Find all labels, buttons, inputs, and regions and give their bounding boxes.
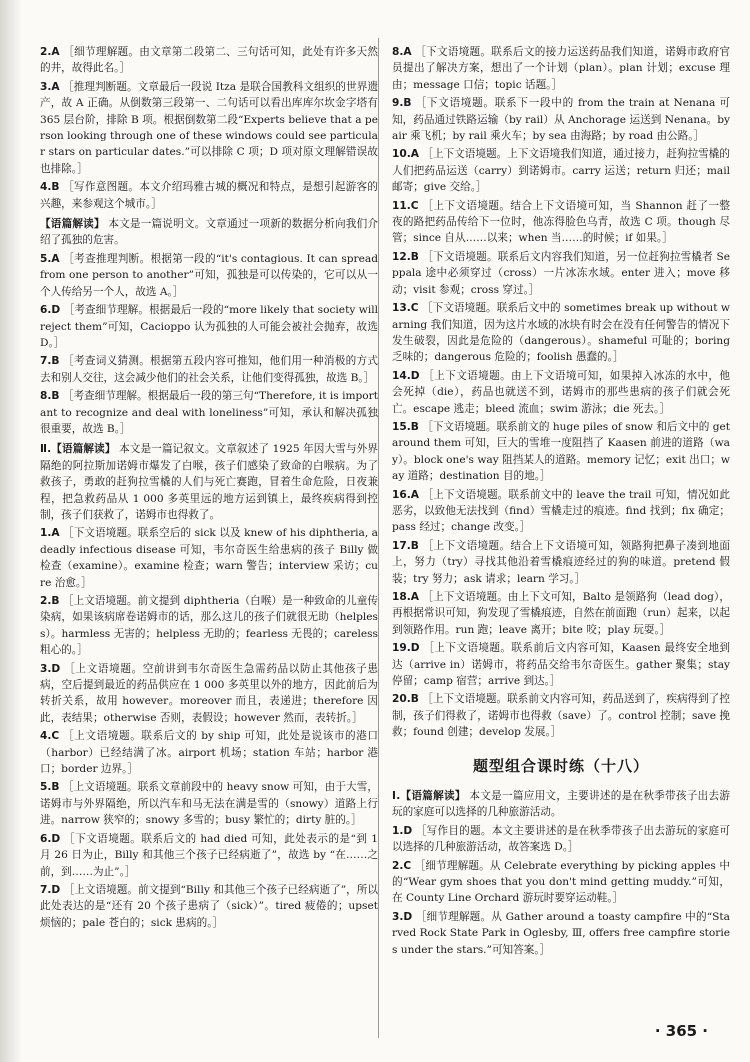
answer-item	[40, 79, 378, 177]
answer-explanation: ［下文语境题。联系后文的 had died 可知，此处表示的是“到 1 月 26 日为止，Billy 和其他三个孩子已经病逝了”，故选 by “在……之前，到……为止”。］	[40, 832, 378, 878]
answer-explanation: ［上文语境题。联系文章前段中的 heavy snow 可知，由于大雪，诺姆市与外界隔绝，所以汽车和马无法在满是雪的（snowy）道路上行进。narrow 狭窄的；snowy 多雪的；busy 繁忙的；dirty 脏的。］	[40, 781, 378, 827]
answer-item	[40, 593, 378, 659]
answer-explanation: ［写作目的题。本文主要讲述的是在秋季带孩子出去游玩的家庭可以选择的几种旅游活动，故答案选 D。］	[392, 824, 730, 854]
answer-item	[40, 388, 378, 437]
binding-shadow	[0, 0, 22, 1062]
left-column	[40, 44, 378, 933]
summary-text: 本文是一篇应用文，主要讲述的是在秋季带孩子出去游玩的家庭可以选择的几种旅游活动。	[392, 789, 730, 819]
answer-number: 8.B	[40, 390, 60, 403]
answer-explanation: ［下文语境题。联系下一段中的 from the train at Nenana 可知，药品通过铁路运输（by rail）从 Anchorage 运送到 Nenana。by air 乘飞机；by rail 乘火车；by sea 由海路；by road 由公路。］	[392, 97, 730, 143]
answer-number: 20.B	[392, 693, 419, 706]
section-title: 题型组合课时练（十八）	[472, 756, 649, 775]
answer-explanation: ［下文语境题。联系后文内容我们知道，另一位赶狗拉雪橇者 Seppala 途中必须穿过（cross）一片冰冻水域。enter 进入；move 移动；visit 参观；cross 穿过。］	[392, 250, 730, 296]
answer-item	[392, 487, 730, 536]
answer-item	[392, 95, 730, 144]
answer-item	[392, 300, 730, 366]
answer-explanation: ［细节理解题。从 Gather around a toasty campfire 中的“Starved Rock State Park in Oglesby, Ⅲ, offers free campfire stories under the stars.”可知答案。］	[392, 910, 730, 956]
answer-explanation: ［上文语境题。前文提到 diphtheria（白喉）是一种致命的儿童传染病，如果该病席卷诺姆市的话，那么这儿的孩子们就很无助（helpless）。harmless 无害的；helpless 无助的；fearless 无畏的；careless 粗心的。］	[40, 595, 378, 657]
answer-item	[392, 823, 730, 856]
answer-item	[392, 419, 730, 485]
answer-explanation: ［上下文语境题。由上下文语境可知，如果掉入冰冻的水中，他会死掉（die），药品也就送不到，诺姆市的那些患病的孩子们就会死亡。escape 逃走；bleed 流血；swim 游泳；die 死去。］	[392, 369, 730, 415]
answer-item	[392, 249, 730, 298]
answer-explanation: ［上下文语境题。结合上下文语境可知，领路狗把鼻子凑到地面上，努力（try）寻找其他沿着雪橇痕迹经过的狗的味道。pretend 假装；try 努力；ask 请求；learn 学习。］	[392, 539, 730, 585]
answer-explanation: ［考查词义猜测。根据第五段内容可推知，他们用一种消极的方式去和别人交往，这会减少他们的社会关系，让他们变得孤独，故选 B。］	[40, 355, 378, 384]
right-column	[392, 44, 730, 960]
answer-item	[40, 661, 378, 727]
answer-number: 7.B	[40, 355, 60, 368]
answer-number: 10.A	[392, 148, 419, 161]
answer-number: 12.B	[392, 250, 419, 263]
answer-explanation: ［推理判断题。文章最后一段说 Itza 是联合国教科文组织的世界遗产，故 A 正确。从倒数第三段第一、二句话可以看出库库尔坎金字塔有 365 层台阶，排除 B 项。根据倒数第二段“Experts believe that a person looking through one of these windows could see particular stars on particular dates.”可以排除 C 项；D 项对原文理解错误故也排除。］	[40, 80, 378, 175]
answer-item	[392, 909, 730, 958]
answer-explanation: ［写作意图题。本文介绍玛雅古城的概况和特点，是想引起游客的兴趣，来参观这个城市。］	[40, 181, 378, 210]
answer-number: 3.D	[40, 662, 61, 675]
summary-tag: Ⅱ.【语篇解读】	[40, 443, 116, 456]
answer-explanation: ［考查细节理解。根据最后一段的“more likely that society will reject them”可知，Cacioppo 认为孤独的人可能会被社会抛弃，故选 D。］	[40, 304, 378, 349]
summary-tag: 【语篇解读】	[40, 218, 105, 231]
answer-item	[40, 779, 378, 828]
answer-number: 9.B	[392, 97, 412, 110]
answer-explanation: ［下文语境题。联系后文的接力运送药品我们知道，诺姆市政府官员提出了解决方案，想出了一个计划（plan）。plan 计划；excuse 理由；message 口信；topic 话题。］	[392, 46, 730, 91]
answer-explanation: ［下文语境题。联系后文中的 sometimes break up without warning 我们知道，因为这片水域的冰块有时会在没有任何警告的情况下发生破裂，因此是危险的（dangerous）。shameful 可耻的；boring 乏味的；dangerous 危险的；foolish 愚蠢的。］	[392, 302, 730, 364]
answer-explanation: ［上下文语境题。由上下文可知，Balto 是领路狗（lead dog），再根据常识可知，狗发现了雪橇痕迹，自然在前面跑（run）起来，以起到领路作用。run 跑；leave 离开；bite 咬；play 玩耍。］	[392, 591, 730, 636]
answer-item	[40, 302, 378, 351]
answer-item	[40, 179, 378, 212]
answer-item	[392, 146, 730, 195]
answer-number: 5.A	[40, 252, 60, 265]
answer-explanation: ［上下文语境题。联系前后文内容可知，Kaasen 最终安全地到达（arrive in）诺姆市，将药品交给韦尔奇医生。gather 聚集；stay 停留；camp 宿营；arrive 到达。］	[392, 642, 730, 688]
answer-number: 6.D	[40, 832, 61, 845]
answer-item	[40, 728, 378, 777]
answer-explanation: ［上下文语境题。联系前文内容可知，药品送到了，疾病得到了控制，孩子们得救了，诺姆市也得救（save）了。control 控制；save 挽救；found 创建；develop 发展。］	[392, 693, 730, 739]
answer-item	[392, 589, 730, 638]
passage-summary	[392, 788, 730, 821]
answer-number: 3.A	[40, 80, 60, 93]
answer-item	[40, 353, 378, 386]
answer-item	[40, 882, 378, 931]
summary-tag: Ⅰ.【语篇解读】	[392, 789, 466, 802]
answer-item	[392, 368, 730, 417]
answer-explanation: ［细节理解题。由文章第二段第二、三句话可知，此处有许多天然的井，故得此名。］	[40, 46, 378, 75]
answer-item	[392, 640, 730, 689]
answer-number: 13.C	[392, 302, 419, 315]
answer-number: 6.D	[40, 304, 61, 317]
answer-number: 11.C	[392, 199, 419, 212]
answer-number: 16.A	[392, 488, 419, 501]
answer-explanation: ［下文语境题。联系前文的 huge piles of snow 和后文中的 get around them 可知，巨大的雪堆一度阻挡了 Kaasen 前进的道路（way）。block one's way 阻挡某人的道路。memory 记忆；exit 出口；way 道路；destination 目的地。］	[392, 420, 730, 483]
answer-item	[40, 44, 378, 77]
answer-explanation: ［上下文语境题。上下文语境我们知道，通过接力，赶狗拉雪橇的人们把药品运送（carry）到诺姆市。carry 运送；return 归还；mail 邮寄；give 交给。］	[392, 148, 730, 194]
answer-number: 2.A	[40, 46, 60, 58]
answer-explanation: ［上下文语境题。结合上下文语境可知，当 Shannon 赶了一整夜的路把药品传给下一位时，他冻得脸色乌青，故选 C 项。though 尽管；since 自从……以来；when 当……的时候；if 如果。］	[392, 199, 730, 245]
answer-number: 15.B	[392, 420, 419, 433]
answer-item	[392, 44, 730, 93]
summary-text: 本文是一篇记叙文。文章叙述了 1925 年因大雪与外界隔绝的阿拉斯加诺姆市爆发了白喉，孩子们感染了致命的白喉病。为了救孩子，勇敢的赶狗拉雪橇的人们与死亡赛跑，冒着生命危险，日夜兼程，把急救药品从 1 000 多英里远的地方运到镇上，最终疾病得到控制，孩子们获救了，诺姆市也得救了。	[40, 443, 378, 521]
answer-explanation: ［上文语境题。空前讲到韦尔奇医生急需药品以防止其他孩子患病，空后提到最近的药品供应在 1 000 多英里以外的地方，因此前后为转折关系，故用 however。moreover 而且，表递进；therefore 因此，表结果；otherwise 否则，表假设；however 然而，表转折。］	[40, 662, 378, 724]
answer-number: 3.D	[392, 910, 413, 923]
answer-number: 4.B	[40, 181, 60, 194]
answer-number: 17.B	[392, 539, 419, 552]
page-number: · 365 ·	[654, 1022, 708, 1040]
answer-number: 18.A	[392, 591, 419, 603]
answer-explanation: ［考查细节理解。根据最后一段的第三句“Therefore, it is important to recognize and deal with loneliness”可知，承认和解决孤独很重要，故选 B。］	[40, 390, 378, 435]
answer-number: 1.A	[40, 527, 60, 540]
answer-number: 8.A	[392, 46, 412, 58]
answer-number: 2.B	[40, 595, 60, 607]
answer-item	[392, 691, 730, 740]
answer-item	[40, 831, 378, 880]
passage-summary	[40, 441, 378, 523]
answer-item	[392, 538, 730, 587]
answer-explanation: ［下文语境题。联系空后的 sick 以及 knew of his diphtheria, a deadly infectious disease 可知，韦尔奇医生给患病的孩子 Billy 做检查（examine）。examine 检查；warn 警告；interview 采访；cure 治愈。］	[40, 527, 378, 589]
column-divider	[378, 38, 379, 1038]
answer-number: 5.B	[40, 781, 60, 794]
answer-explanation: ［上文语境题。联系后文的 by ship 可知，此处是说该市的港口（harbor）已经结满了冰。airport 机场；station 车站；harbor 港口；border 边界。］	[40, 730, 378, 776]
summary-text: 本文是一篇说明文。文章通过一项新的数据分析向我们介绍了孤独的危害。	[40, 218, 378, 247]
answer-number: 7.D	[40, 883, 61, 896]
answer-explanation: ［上文语境题。前文提到“Billy 和其他三个孩子已经病逝了”，所以此处表达的是“还有 20 个孩子患病了（sick）”。tired 疲倦的；upset 烦恼的；pale 苍白的；sick 患病的。］	[40, 883, 378, 929]
answer-item	[40, 525, 378, 591]
answer-number: 1.D	[392, 824, 413, 837]
answer-number: 14.D	[392, 369, 420, 382]
answer-explanation: ［细节理解题。从 Celebrate everything by picking apples 中的“Wear gym shoes that you don't mind getting muddy.”可知，在 County Line Orchard 游玩时要穿运动鞋。］	[392, 859, 730, 905]
answer-explanation: ［上下文语境题。联系前文中的 leave the trail 可知，情况如此恶劣，以致他无法找到（find）雪橇走过的痕迹。find 找到；fix 确定；pass 经过；change 改变。］	[392, 488, 730, 534]
answer-item	[392, 198, 730, 247]
answer-item	[40, 251, 378, 300]
passage-summary	[40, 216, 378, 249]
answer-number: 19.D	[392, 642, 420, 655]
answer-explanation: ［考查推理判断。根据第一段的“it's contagious. It can spread from one person to another”可知，孤独是可以传染的，它可以从一个人传给另一个人，故选 A。］	[40, 252, 378, 298]
answer-number: 2.C	[392, 859, 412, 872]
answer-item	[392, 858, 730, 907]
answer-number: 4.C	[40, 730, 60, 743]
